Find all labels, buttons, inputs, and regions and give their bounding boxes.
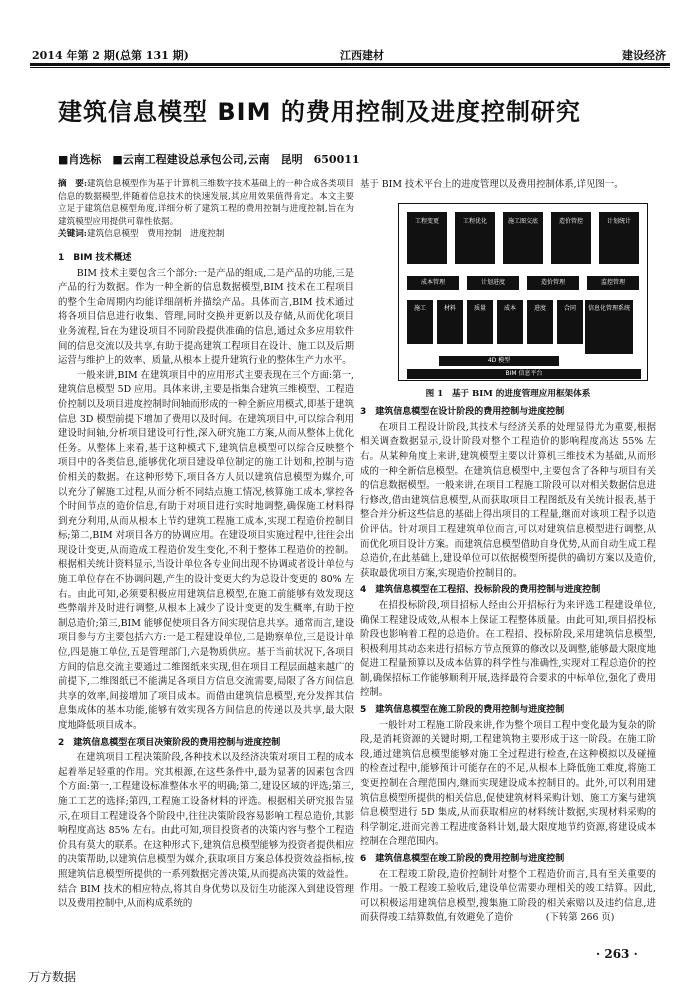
figure-box: 计划统计 <box>599 212 639 264</box>
figure-box: 造价管理 <box>527 276 579 290</box>
figure-box: 施工图交底 <box>503 212 543 264</box>
figure-caption: 图 1 基于 BIM 的进度管理应用框架体系 <box>425 388 591 399</box>
section-name: 建设经济 <box>622 49 666 62</box>
figure-box: 材料 <box>437 300 463 344</box>
paragraph: 在建筑项目工程决策阶段,各种技术以及经济决策对项目工程的成本起着举足轻重的作用。究其根源,在这些条件中,最为显著的因素包含四个方面:第一,工程建设标准整体水平的明确;第二,建设区域的评选;第三,施工工艺的选择;第四,工程施工设备材料的评选。根据相关研究报告显示,在项目工程建设各个阶段中,往往决策阶段容易影响工程总造价,其影响程度高达 85% 左右。由此可知,项目投资者的决策内容与整个工程造价具有莫大的联系。在这种形式下,建筑信息模型能够为投资者提供相应的决策帮助,以建筑信息模型为媒介,获取项目方案总体投资效益指标,按照建筑信息模型所提供的一系列数据完善决策,从而提高决策的效益性。结合 BIM 技术的相应特点,将其自身优势以及衍生功能深入到建设管理以及费用控制中,从而构成系统的 <box>58 752 354 910</box>
figure-lead-text: 基于 BIM 技术平台上的进度管理以及费用控制体系,详见图一。 <box>360 179 624 190</box>
abstract-label: 摘 要: <box>58 179 88 189</box>
figure-box: 工程优化 <box>455 212 495 264</box>
section-heading-5: 5 建筑信息模型在施工阶段的费用控制与进度控制 <box>360 705 565 716</box>
keywords-text: 建筑信息模型 费用控制 进度控制 <box>86 229 225 239</box>
page-number: · 263 · <box>596 947 638 961</box>
author-line: ■肖选标 ■云南工程建设总承包公司,云南 昆明 650011 <box>58 153 360 166</box>
article-title: 建筑信息模型 BIM 的费用控制及进度控制研究 <box>58 98 581 126</box>
figure-box: 造价管控 <box>551 212 591 264</box>
section-heading-2: 2 建筑信息模型在项目决策阶段的费用控制与进度控制 <box>58 737 281 748</box>
figure-base-platform: BIM 信息平台 <box>407 369 641 379</box>
figure-box: 监控管理 <box>587 276 639 290</box>
paragraph: 在项目工程设计阶段,其技术与经济关系的处理显得尤为重要,根据相关调查数据显示,设计阶段对整个工程造价的影响程度高达 55% 左右。从某种角度上来讲,建筑模型主要以计算机三维技术为基础,从而形成的一种全新信息模型。在建筑信息模型中,主要包含了各种与项目有关的信息数据模型。一般来讲,在项目工程施工阶段可以对相关数据信息进行修改,借由建筑信息模型,从而获取项目工程图纸及有关统计报表,基于整合并分析这些信息的基础上得出项目的工程量,继而对该项工程予以造价评估。针对项目工程建筑单位而言,可以对建筑信息模型进行调整,从而优化项目设计方案。而建筑信息模型借助自身优势,从而自动生成工程总造价,在此基础上,建设单位可以依据模型所提供的确切方案以及造价,获取最优项目方案,实现造价控制目的。 <box>360 421 656 579</box>
section-heading-4: 4 建筑信息模型在工程招、投标阶段的费用控制与进度控制 <box>360 585 601 596</box>
figure-box: 进度 <box>527 300 553 344</box>
figure-box: 施工 <box>407 300 433 344</box>
section-heading-1: 1 BIM 技术概述 <box>58 253 132 263</box>
keywords <box>58 228 354 241</box>
watermark: 万方数据 <box>28 970 77 984</box>
abstract-text: 建筑信息模型作为基于计算机三维数字技术基础上的一种合成各类项目信息的数据模型,伴随着信息技术的快速发展,其应用效果值得肯定。本文主要立足于建筑信息模型角度,详细分析了建筑工程的费用控制与进度控制,旨在为建筑模型应用提供可靠性依据。 <box>58 179 354 227</box>
issue-info: 2014 年第 2 期(总第 131 期) <box>32 49 189 62</box>
figure-bim-framework <box>398 203 648 381</box>
figure-box: 计划进度 <box>467 276 519 290</box>
section-heading-6: 6 建筑信息模型在竣工阶段的费用控制与进度控制 <box>360 854 565 864</box>
header-rule-thin <box>30 67 670 68</box>
figure-box: 合同 <box>557 300 583 344</box>
abstract <box>58 178 354 228</box>
paragraph <box>360 868 656 926</box>
paragraph: 在招投标阶段,项目招标人经由公开招标行为来评选工程建设单位,确保工程建设成效,从根本上保证工程整体质量。由此可知,项目招投标阶段也影响着工程的总造价。在工程招、投标阶段,采用建筑信息模型,积极利用其动态来进行招标方节点预算的修改以及调整,能够最大限度地促进工程量预算以及成本估算的科学性与准确性,实现对工程总造价的控制,确保招标工作能够顺利开展,选择最符合要求的中标单位,强化了费用控制。 <box>360 599 656 699</box>
left-column <box>58 178 354 912</box>
figure-box: 成本管理 <box>407 276 459 290</box>
right-column <box>360 178 656 926</box>
header-rule-thick <box>30 63 670 66</box>
paragraph: 一般来讲,BIM 在建筑项目中的应用形式主要表现在三个方面:第一,建筑信息模型 5D 应用。具体来讲,主要是指集合建筑三维模型、工程造价控制以及项目进度控制时间轴而形成的一种全新应用模式,即基于建筑信息 3D 模型前提下增加了费用以及时间。在建筑项目中,可以综合利用建设时间轴,分析项目建设可行性,深入研究施工方案,从而从整体上优化任务。从整体上来看,基于这种模式下,建筑信息模型可以综合反映整个项目中的各类信息,能够优化项目建设单位制定的施工计划和,控制与造价相关的数据。在这种形势下,项目各方人员以建筑信息模型为媒介,可以充分了解施工过程,从而分析不同结点施工情况,核算施工成本,掌控各个时间节点的造价信息,有助于对项目进行实时地调整,确保施工材料得到充分利用,从而从根本上节约建筑工程施工成本,实现工程造价控制目标;第二,BIM 对项目各方的协调应用。在建设项目实施过程中,往往会出现设计变更,从而造成工程造价发生变化,不利于整体工程造价的控制。根据相关统计资料显示,当设计单位各专业间出现不协调或者设计单位与施工单位存在不协调问题,产生的设计变更大约为总设计变更的 80% 左右。由此可知,必须要积极应用建筑信息模型,在施工前能够有效发现这些弊端并及时进行调整,从根本上减少了设计变更的发生概率,有助于控制总造价;第三,BIM 能够促使项目各方间实现信息共享。通常而言,建设项目参与方主要包括六方:一是工程建设单位,二是勘察单位,三是设计单位,四是施工单位,五是管理部门,六是物质供应。基于当前状况下,各项目方间的信息交流主要通过二维图纸来实现,但在项目工程层面越来越广的前提下,二维图纸已不能满足各项目方信息交流需要,局限了各方间信息共享的效率,间接增加了项目成本。而借由建筑信息模型,充分发挥其信息集成体的基本功能,能够有效实现各方间信息的传递以及共享,最大限度地降低项目成本。 <box>58 369 354 731</box>
figure-side-box: 信息化管理系统 <box>585 300 633 354</box>
continued-note: (下转第 266 页) <box>545 912 615 924</box>
figure-top-row <box>407 212 641 264</box>
figure-box: 成本 <box>497 300 523 344</box>
paragraph: 一般针对工程施工阶段来讲,作为整个项目工程中变化最为复杂的阶段,是消耗资源的关键时期,工程建筑物主要形成于这一阶段。在施工阶段,通过建筑信息模型能够对施工全过程进行检查,在这种模拟以及碰撞的检查过程中,能够预计可能存在的不足,从根本上降低施工难度,将施工变更控制在合理范围内,继而实现建设成本控制目的。此外,可以利用建筑信息模型所提供的相关信息,促使建筑材料采购计划、施工方案与建筑信息模型进行 5D 集成,从而获取相应的材料统计数据,实现材料采购的科学制定,进而完善工程进度备料计划,最大限度地节约资源,将建设成本控制在合理范围内。 <box>360 719 656 848</box>
paragraph: BIM 技术主要包含三个部分:一是产品的组成,二是产品的功能,三是产品的行为数据。作为一种全新的信息数据模型,BIM 技术在工程项目的整个生命周期内均能详细剖析并描绘产品。具体而言,BIM 技术通过将各项目信息进行收集、管理,同时交换并更新以及存储,从而优化项目业务流程,旨在为建设项目不同阶段提供准确的信息,通过众多应用软件间的信息交流以及共享,有助于提高建筑工程项目在设计、施工以及后期运营与维护上的效率、质量,从根本上提升建筑行业的整体生产力水平。 <box>58 267 354 367</box>
figure-box: 工程变更 <box>407 212 447 264</box>
keywords-label: 关键词: <box>58 229 87 239</box>
figure-4d-bar: 4D 模型 <box>439 356 559 366</box>
figure-box: 质量 <box>467 300 493 344</box>
journal-name: 江西建材 <box>340 49 384 62</box>
section-heading-3: 3 建筑信息模型在设计阶段的费用控制与进度控制 <box>360 407 565 418</box>
paragraph-text: 在工程竣工阶段,造价控制针对整个工程造价而言,具有至关重要的作用。一般工程竣工验收后,建设单位需要办理相关的竣工结算。因此,可以积极运用建筑信息模型,搜集施工阶段的相关索赔以及违约信息,进而获得竣工结算数值,有效避免了造价 <box>360 868 656 924</box>
figure-middle-row <box>407 276 641 290</box>
